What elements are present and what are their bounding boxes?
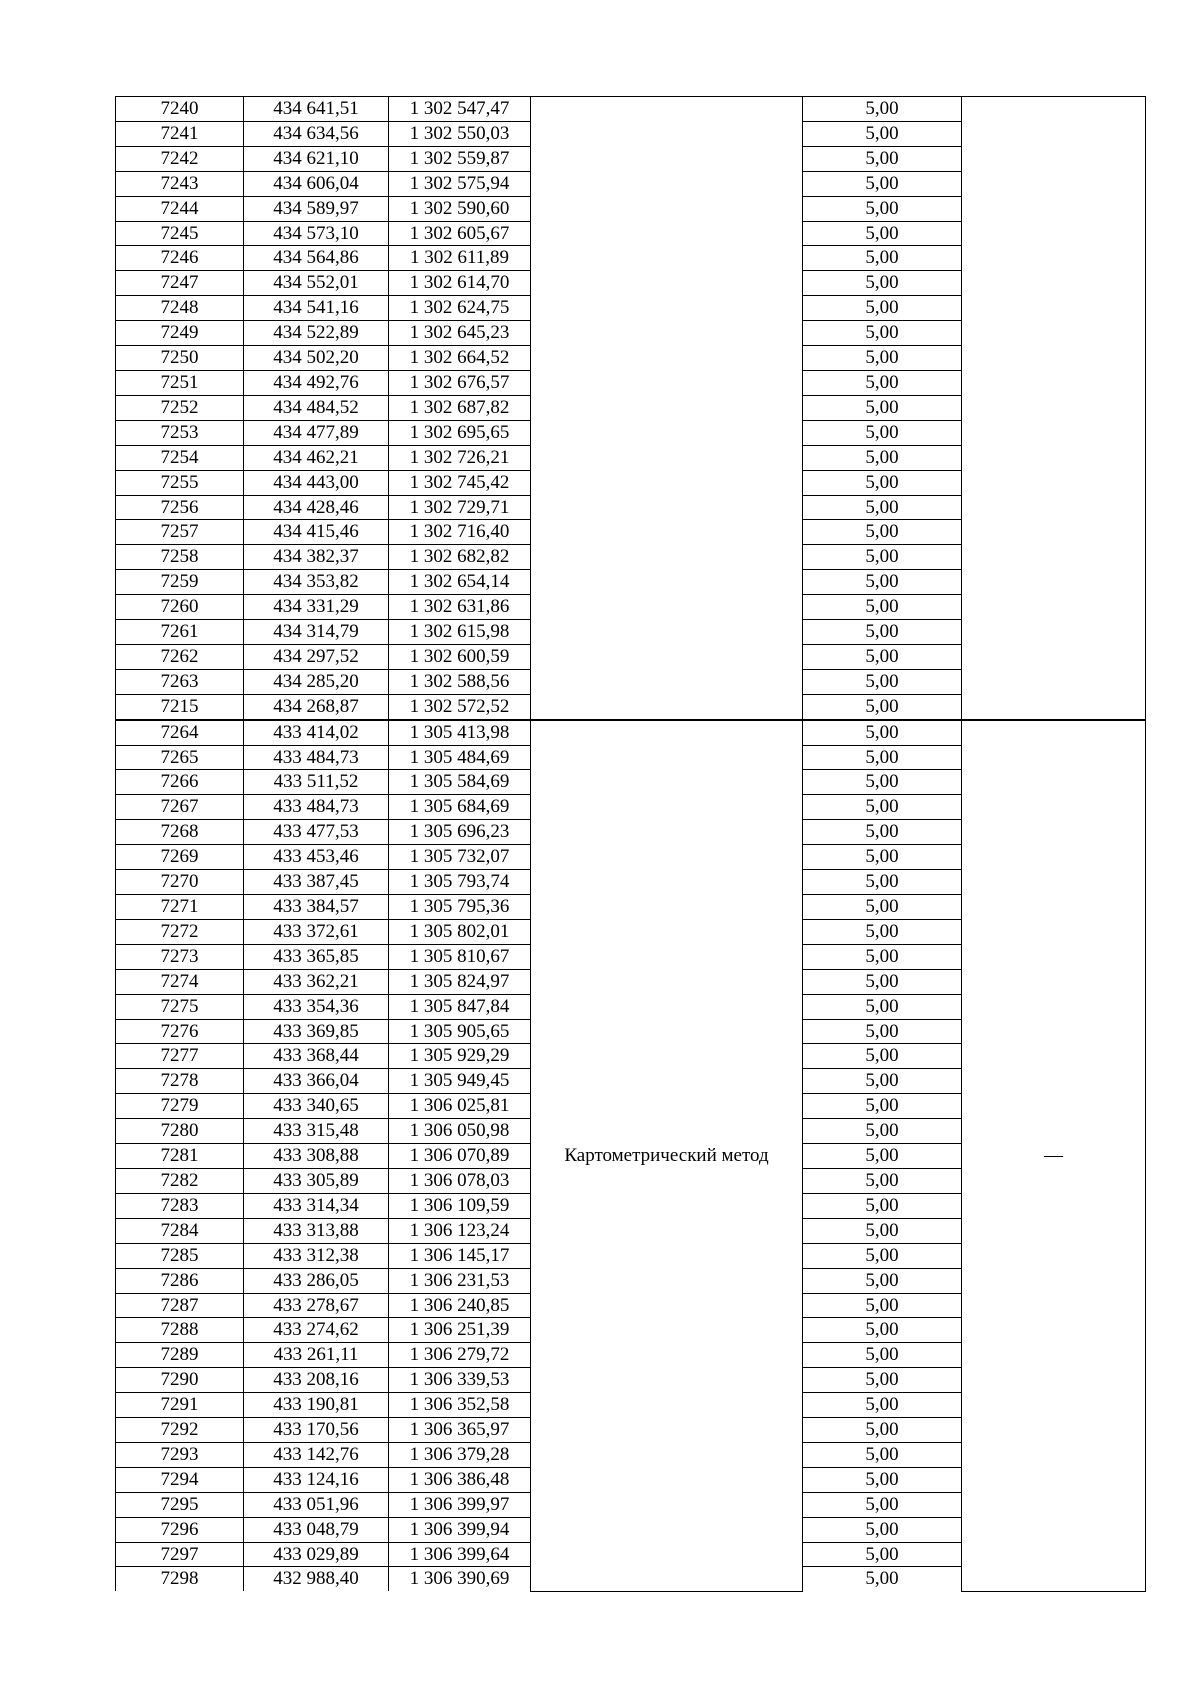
accuracy-cell: 5,00 (803, 1293, 962, 1318)
y-coordinate-cell: 1 302 611,89 (389, 246, 531, 271)
x-coordinate-cell: 434 297,52 (244, 644, 389, 669)
y-coordinate-cell: 1 305 684,69 (389, 795, 531, 820)
x-coordinate-cell: 434 314,79 (244, 620, 389, 645)
y-coordinate-cell: 1 305 905,65 (389, 1019, 531, 1044)
x-coordinate-cell: 434 564,86 (244, 246, 389, 271)
point-number-cell: 7279 (116, 1094, 244, 1119)
y-coordinate-cell: 1 306 339,53 (389, 1368, 531, 1393)
accuracy-cell: 5,00 (803, 246, 962, 271)
point-number-cell: 7263 (116, 669, 244, 694)
point-number-cell: 7271 (116, 895, 244, 920)
y-coordinate-cell: 1 306 279,72 (389, 1343, 531, 1368)
accuracy-cell: 5,00 (803, 321, 962, 346)
x-coordinate-cell: 433 313,88 (244, 1218, 389, 1243)
x-coordinate-cell: 434 641,51 (244, 97, 389, 122)
accuracy-cell: 5,00 (803, 944, 962, 969)
x-coordinate-cell: 433 312,38 (244, 1243, 389, 1268)
point-number-cell: 7282 (116, 1168, 244, 1193)
accuracy-cell: 5,00 (803, 470, 962, 495)
x-coordinate-cell: 434 477,89 (244, 420, 389, 445)
accuracy-cell: 5,00 (803, 171, 962, 196)
point-number-cell: 7260 (116, 595, 244, 620)
point-number-cell: 7289 (116, 1343, 244, 1368)
x-coordinate-cell: 433 372,61 (244, 919, 389, 944)
y-coordinate-cell: 1 302 682,82 (389, 545, 531, 570)
y-coordinate-cell: 1 305 802,01 (389, 919, 531, 944)
y-coordinate-cell: 1 305 949,45 (389, 1069, 531, 1094)
y-coordinate-cell: 1 302 645,23 (389, 321, 531, 346)
y-coordinate-cell: 1 302 664,52 (389, 346, 531, 371)
x-coordinate-cell: 434 634,56 (244, 121, 389, 146)
point-number-cell: 7256 (116, 495, 244, 520)
y-coordinate-cell: 1 302 600,59 (389, 644, 531, 669)
y-coordinate-cell: 1 306 240,85 (389, 1293, 531, 1318)
point-number-cell: 7248 (116, 296, 244, 321)
point-number-cell: 7270 (116, 870, 244, 895)
point-number-cell: 7272 (116, 919, 244, 944)
x-coordinate-cell: 433 511,52 (244, 770, 389, 795)
point-number-cell: 7250 (116, 346, 244, 371)
y-coordinate-cell: 1 302 588,56 (389, 669, 531, 694)
y-coordinate-cell: 1 306 251,39 (389, 1318, 531, 1343)
accuracy-cell: 5,00 (803, 1094, 962, 1119)
accuracy-cell: 5,00 (803, 770, 962, 795)
accuracy-cell: 5,00 (803, 1193, 962, 1218)
x-coordinate-cell: 434 462,21 (244, 445, 389, 470)
y-coordinate-cell: 1 302 575,94 (389, 171, 531, 196)
y-coordinate-cell: 1 305 929,29 (389, 1044, 531, 1069)
point-number-cell: 7258 (116, 545, 244, 570)
x-coordinate-cell: 433 365,85 (244, 944, 389, 969)
x-coordinate-cell: 433 340,65 (244, 1094, 389, 1119)
x-coordinate-cell: 434 552,01 (244, 271, 389, 296)
y-coordinate-cell: 1 306 123,24 (389, 1218, 531, 1243)
x-coordinate-cell: 433 369,85 (244, 1019, 389, 1044)
y-coordinate-cell: 1 306 025,81 (389, 1094, 531, 1119)
y-coordinate-cell: 1 306 379,28 (389, 1442, 531, 1467)
point-number-cell: 7283 (116, 1193, 244, 1218)
point-number-cell: 7240 (116, 97, 244, 122)
accuracy-cell: 5,00 (803, 221, 962, 246)
x-coordinate-cell: 433 208,16 (244, 1368, 389, 1393)
x-coordinate-cell: 433 453,46 (244, 845, 389, 870)
y-coordinate-cell: 1 302 729,71 (389, 495, 531, 520)
y-coordinate-cell: 1 305 824,97 (389, 969, 531, 994)
x-coordinate-cell: 434 606,04 (244, 171, 389, 196)
method-cell: Картометрический метод (531, 720, 803, 1592)
point-number-cell: 7280 (116, 1119, 244, 1144)
y-coordinate-cell: 1 305 413,98 (389, 720, 531, 745)
x-coordinate-cell: 434 522,89 (244, 321, 389, 346)
point-number-cell: 7253 (116, 420, 244, 445)
accuracy-cell: 5,00 (803, 969, 962, 994)
point-number-cell: 7292 (116, 1418, 244, 1443)
x-coordinate-cell: 434 573,10 (244, 221, 389, 246)
point-number-cell: 7249 (116, 321, 244, 346)
accuracy-cell: 5,00 (803, 97, 962, 122)
accuracy-cell: 5,00 (803, 820, 962, 845)
accuracy-cell: 5,00 (803, 1368, 962, 1393)
x-coordinate-cell: 433 048,79 (244, 1517, 389, 1542)
y-coordinate-cell: 1 305 795,36 (389, 895, 531, 920)
y-coordinate-cell: 1 305 696,23 (389, 820, 531, 845)
y-coordinate-cell: 1 306 399,97 (389, 1492, 531, 1517)
accuracy-cell: 5,00 (803, 595, 962, 620)
accuracy-cell: 5,00 (803, 1542, 962, 1567)
point-number-cell: 7266 (116, 770, 244, 795)
x-coordinate-cell: 433 477,53 (244, 820, 389, 845)
accuracy-cell: 5,00 (803, 720, 962, 745)
y-coordinate-cell: 1 302 726,21 (389, 445, 531, 470)
x-coordinate-cell: 433 124,16 (244, 1467, 389, 1492)
point-number-cell: 7252 (116, 395, 244, 420)
accuracy-cell: 5,00 (803, 1168, 962, 1193)
x-coordinate-cell: 434 428,46 (244, 495, 389, 520)
y-coordinate-cell: 1 302 631,86 (389, 595, 531, 620)
point-number-cell: 7287 (116, 1293, 244, 1318)
point-number-cell: 7267 (116, 795, 244, 820)
point-number-cell: 7243 (116, 171, 244, 196)
accuracy-cell: 5,00 (803, 870, 962, 895)
accuracy-cell: 5,00 (803, 895, 962, 920)
accuracy-cell: 5,00 (803, 1442, 962, 1467)
point-number-cell: 7242 (116, 146, 244, 171)
x-coordinate-cell: 433 368,44 (244, 1044, 389, 1069)
point-number-cell: 7273 (116, 944, 244, 969)
y-coordinate-cell: 1 305 810,67 (389, 944, 531, 969)
accuracy-cell: 5,00 (803, 495, 962, 520)
accuracy-cell: 5,00 (803, 845, 962, 870)
x-coordinate-cell: 434 492,76 (244, 370, 389, 395)
y-coordinate-cell: 1 306 145,17 (389, 1243, 531, 1268)
y-coordinate-cell: 1 302 676,57 (389, 370, 531, 395)
x-coordinate-cell: 434 353,82 (244, 570, 389, 595)
x-coordinate-cell: 433 366,04 (244, 1069, 389, 1094)
x-coordinate-cell: 433 190,81 (244, 1393, 389, 1418)
point-number-cell: 7278 (116, 1069, 244, 1094)
point-number-cell: 7294 (116, 1467, 244, 1492)
accuracy-cell: 5,00 (803, 994, 962, 1019)
y-coordinate-cell: 1 302 550,03 (389, 121, 531, 146)
accuracy-cell: 5,00 (803, 121, 962, 146)
accuracy-cell: 5,00 (803, 1343, 962, 1368)
point-number-cell: 7293 (116, 1442, 244, 1467)
accuracy-cell: 5,00 (803, 745, 962, 770)
y-coordinate-cell: 1 306 050,98 (389, 1119, 531, 1144)
point-number-cell: 7286 (116, 1268, 244, 1293)
point-number-cell: 7276 (116, 1019, 244, 1044)
accuracy-cell: 5,00 (803, 1243, 962, 1268)
y-coordinate-cell: 1 302 716,40 (389, 520, 531, 545)
accuracy-cell: 5,00 (803, 694, 962, 719)
x-coordinate-cell: 434 541,16 (244, 296, 389, 321)
coordinates-table (115, 96, 1146, 1592)
point-number-cell: 7245 (116, 221, 244, 246)
point-number-cell: 7241 (116, 121, 244, 146)
accuracy-cell: 5,00 (803, 1044, 962, 1069)
point-number-cell: 7285 (116, 1243, 244, 1268)
y-coordinate-cell: 1 305 847,84 (389, 994, 531, 1019)
x-coordinate-cell: 433 261,11 (244, 1343, 389, 1368)
x-coordinate-cell: 434 382,37 (244, 545, 389, 570)
y-coordinate-cell: 1 306 365,97 (389, 1418, 531, 1443)
accuracy-cell: 5,00 (803, 196, 962, 221)
point-number-cell: 7296 (116, 1517, 244, 1542)
accuracy-cell: 5,00 (803, 1393, 962, 1418)
x-coordinate-cell: 434 484,52 (244, 395, 389, 420)
x-coordinate-cell: 433 362,21 (244, 969, 389, 994)
x-coordinate-cell: 434 589,97 (244, 196, 389, 221)
table-row (116, 97, 1146, 122)
point-number-cell: 7275 (116, 994, 244, 1019)
note-cell (962, 97, 1146, 720)
point-number-cell: 7261 (116, 620, 244, 645)
x-coordinate-cell: 434 285,20 (244, 669, 389, 694)
x-coordinate-cell: 433 354,36 (244, 994, 389, 1019)
x-coordinate-cell: 433 170,56 (244, 1418, 389, 1443)
x-coordinate-cell: 433 305,89 (244, 1168, 389, 1193)
x-coordinate-cell: 433 387,45 (244, 870, 389, 895)
accuracy-cell: 5,00 (803, 1467, 962, 1492)
y-coordinate-cell: 1 302 547,47 (389, 97, 531, 122)
point-number-cell: 7254 (116, 445, 244, 470)
point-number-cell: 7255 (116, 470, 244, 495)
point-number-cell: 7244 (116, 196, 244, 221)
y-coordinate-cell: 1 302 745,42 (389, 470, 531, 495)
x-coordinate-cell: 433 051,96 (244, 1492, 389, 1517)
y-coordinate-cell: 1 305 732,07 (389, 845, 531, 870)
x-coordinate-cell: 434 415,46 (244, 520, 389, 545)
point-number-cell: 7264 (116, 720, 244, 745)
point-number-cell: 7277 (116, 1044, 244, 1069)
accuracy-cell: 5,00 (803, 1517, 962, 1542)
accuracy-cell: 5,00 (803, 1019, 962, 1044)
x-coordinate-cell: 433 384,57 (244, 895, 389, 920)
y-coordinate-cell: 1 302 615,98 (389, 620, 531, 645)
accuracy-cell: 5,00 (803, 1119, 962, 1144)
point-number-cell: 7251 (116, 370, 244, 395)
accuracy-cell: 5,00 (803, 669, 962, 694)
point-number-cell: 7215 (116, 694, 244, 719)
x-coordinate-cell: 433 484,73 (244, 745, 389, 770)
y-coordinate-cell: 1 306 352,58 (389, 1393, 531, 1418)
accuracy-cell: 5,00 (803, 271, 962, 296)
accuracy-cell: 5,00 (803, 1069, 962, 1094)
point-number-cell: 7281 (116, 1144, 244, 1169)
x-coordinate-cell: 433 142,76 (244, 1442, 389, 1467)
y-coordinate-cell: 1 306 399,64 (389, 1542, 531, 1567)
point-number-cell: 7297 (116, 1542, 244, 1567)
y-coordinate-cell: 1 306 399,94 (389, 1517, 531, 1542)
x-coordinate-cell: 434 331,29 (244, 595, 389, 620)
point-number-cell: 7291 (116, 1393, 244, 1418)
y-coordinate-cell: 1 302 687,82 (389, 395, 531, 420)
table-row (116, 720, 1146, 745)
x-coordinate-cell: 433 314,34 (244, 1193, 389, 1218)
y-coordinate-cell: 1 305 484,69 (389, 745, 531, 770)
point-number-cell: 7269 (116, 845, 244, 870)
y-coordinate-cell: 1 302 559,87 (389, 146, 531, 171)
accuracy-cell: 5,00 (803, 445, 962, 470)
accuracy-cell: 5,00 (803, 545, 962, 570)
accuracy-cell: 5,00 (803, 919, 962, 944)
coordinates-table-body (116, 97, 1146, 1592)
y-coordinate-cell: 1 302 572,52 (389, 694, 531, 719)
accuracy-cell: 5,00 (803, 146, 962, 171)
accuracy-cell: 5,00 (803, 420, 962, 445)
x-coordinate-cell: 433 029,89 (244, 1542, 389, 1567)
point-number-cell: 7257 (116, 520, 244, 545)
x-coordinate-cell: 433 274,62 (244, 1318, 389, 1343)
point-number-cell: 7290 (116, 1368, 244, 1393)
y-coordinate-cell: 1 305 793,74 (389, 870, 531, 895)
accuracy-cell: 5,00 (803, 1418, 962, 1443)
accuracy-cell: 5,00 (803, 1492, 962, 1517)
x-coordinate-cell: 434 268,87 (244, 694, 389, 719)
point-number-cell: 7265 (116, 745, 244, 770)
accuracy-cell: 5,00 (803, 370, 962, 395)
point-number-cell: 7246 (116, 246, 244, 271)
note-cell: — (962, 720, 1146, 1592)
y-coordinate-cell: 1 306 390,69 (389, 1567, 531, 1591)
x-coordinate-cell: 434 502,20 (244, 346, 389, 371)
x-coordinate-cell: 433 308,88 (244, 1144, 389, 1169)
accuracy-cell: 5,00 (803, 1144, 962, 1169)
x-coordinate-cell: 433 484,73 (244, 795, 389, 820)
y-coordinate-cell: 1 302 614,70 (389, 271, 531, 296)
x-coordinate-cell: 434 621,10 (244, 146, 389, 171)
accuracy-cell: 5,00 (803, 1268, 962, 1293)
method-cell (531, 97, 803, 720)
accuracy-cell: 5,00 (803, 1318, 962, 1343)
y-coordinate-cell: 1 306 109,59 (389, 1193, 531, 1218)
point-number-cell: 7298 (116, 1567, 244, 1591)
y-coordinate-cell: 1 302 605,67 (389, 221, 531, 246)
accuracy-cell: 5,00 (803, 570, 962, 595)
point-number-cell: 7288 (116, 1318, 244, 1343)
accuracy-cell: 5,00 (803, 1567, 962, 1591)
y-coordinate-cell: 1 302 590,60 (389, 196, 531, 221)
point-number-cell: 7268 (116, 820, 244, 845)
point-number-cell: 7284 (116, 1218, 244, 1243)
point-number-cell: 7295 (116, 1492, 244, 1517)
accuracy-cell: 5,00 (803, 520, 962, 545)
accuracy-cell: 5,00 (803, 620, 962, 645)
x-coordinate-cell: 433 414,02 (244, 720, 389, 745)
y-coordinate-cell: 1 306 386,48 (389, 1467, 531, 1492)
y-coordinate-cell: 1 305 584,69 (389, 770, 531, 795)
y-coordinate-cell: 1 306 231,53 (389, 1268, 531, 1293)
point-number-cell: 7262 (116, 644, 244, 669)
accuracy-cell: 5,00 (803, 1218, 962, 1243)
accuracy-cell: 5,00 (803, 795, 962, 820)
x-coordinate-cell: 433 278,67 (244, 1293, 389, 1318)
accuracy-cell: 5,00 (803, 395, 962, 420)
x-coordinate-cell: 433 315,48 (244, 1119, 389, 1144)
accuracy-cell: 5,00 (803, 644, 962, 669)
point-number-cell: 7274 (116, 969, 244, 994)
point-number-cell: 7259 (116, 570, 244, 595)
y-coordinate-cell: 1 302 695,65 (389, 420, 531, 445)
x-coordinate-cell: 433 286,05 (244, 1268, 389, 1293)
y-coordinate-cell: 1 306 078,03 (389, 1168, 531, 1193)
accuracy-cell: 5,00 (803, 296, 962, 321)
y-coordinate-cell: 1 306 070,89 (389, 1144, 531, 1169)
y-coordinate-cell: 1 302 654,14 (389, 570, 531, 595)
y-coordinate-cell: 1 302 624,75 (389, 296, 531, 321)
x-coordinate-cell: 434 443,00 (244, 470, 389, 495)
point-number-cell: 7247 (116, 271, 244, 296)
accuracy-cell: 5,00 (803, 346, 962, 371)
x-coordinate-cell: 432 988,40 (244, 1567, 389, 1591)
